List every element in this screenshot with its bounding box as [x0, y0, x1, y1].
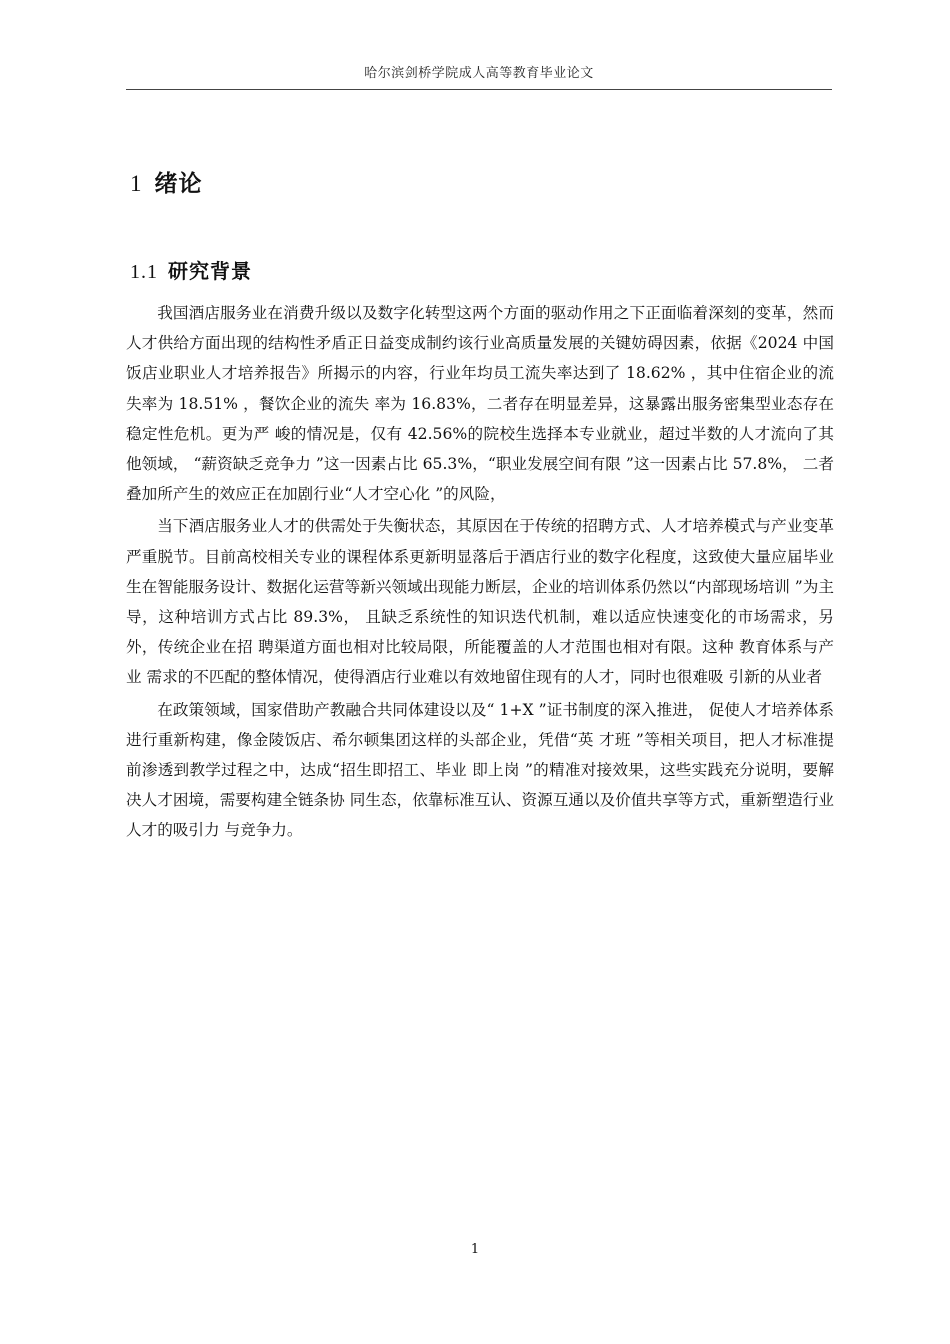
chapter-number: 1	[130, 171, 143, 196]
section-title: 研究背景	[168, 259, 252, 283]
page-number: 1	[470, 1242, 480, 1257]
section-number: 1.1	[130, 261, 158, 283]
section-heading	[130, 255, 252, 284]
body-text	[126, 298, 834, 846]
chapter-heading	[130, 165, 203, 198]
chapter-title: 绪论	[154, 171, 203, 197]
header-divider	[126, 89, 832, 90]
running-header: 哈尔滨剑桥学院成人高等教育毕业论文	[364, 66, 594, 81]
paragraph: 我国酒店服务业在消费升级以及数字化转型这两个方面的驱动作用之下正面临着深刻的变革，然而人才供给方面出现的结构性矛盾正日益变成制约该行业高质量发展的关键妨碍因素，依据《2024 中国饭店业职业人才培养报告》所揭示的内容，行业年均员工流失率达到了 18.62% ，其中住宿企业的流失率为 18.51% ，餐饮企业的流失 率为 16.83%，二者存在明显差异，这暴露出服务密集型业态存在稳定性危机。更为严 峻的情况是，仅有 42.56%的院校生选择本专业就业，超过半数的人才流向了其他领域， “薪资缺乏竞争力 ”这一因素占比 65.3%，“职业发展空间有限 ”这一因素占比 57.8%， 二者叠加所产生的效应正在加剧行业“人才空心化 ”的风险，	[126, 304, 834, 504]
paragraph: 当下酒店服务业人才的供需处于失衡状态，其原因在于传统的招聘方式、人才培养模式与产业变革严重脱节。目前高校相关专业的课程体系更新明显落后于酒店行业的数字化程度，这致使大量应届毕业生在智能服务设计、数据化运营等新兴领域出现能力断层，企业的培训体系仍然以“内部现场培训 ”为主导，这种培训方式占比 89.3%， 且缺乏系统性的知识迭代机制，难以适应快速变化的市场需求，另外，传统企业在招 聘渠道方面也相对比较局限，所能覆盖的人才范围也相对有限。这种 教育体系与产业 需求的不匹配的整体情况，使得酒店行业难以有效地留住现有的人才，同时也很难吸 引新的从业者	[126, 517, 834, 687]
paragraph: 在政策领域，国家借助产教融合共同体建设以及“ 1+X ”证书制度的深入推进， 促使人才培养体系进行重新构建，像金陵饭店、希尔顿集团这样的头部企业，凭借“英 才班 ”等相关项目，把人才标准提前渗透到教学过程之中，达成“招生即招工、毕业 即上岗 ”的精准对接效果，这些实践充分说明，要解决人才困境，需要构建全链条协 同生态，依靠标准互认、资源互通以及价值共享等方式，重新塑造行业人才的吸引力 与竞争力。	[126, 700, 834, 840]
